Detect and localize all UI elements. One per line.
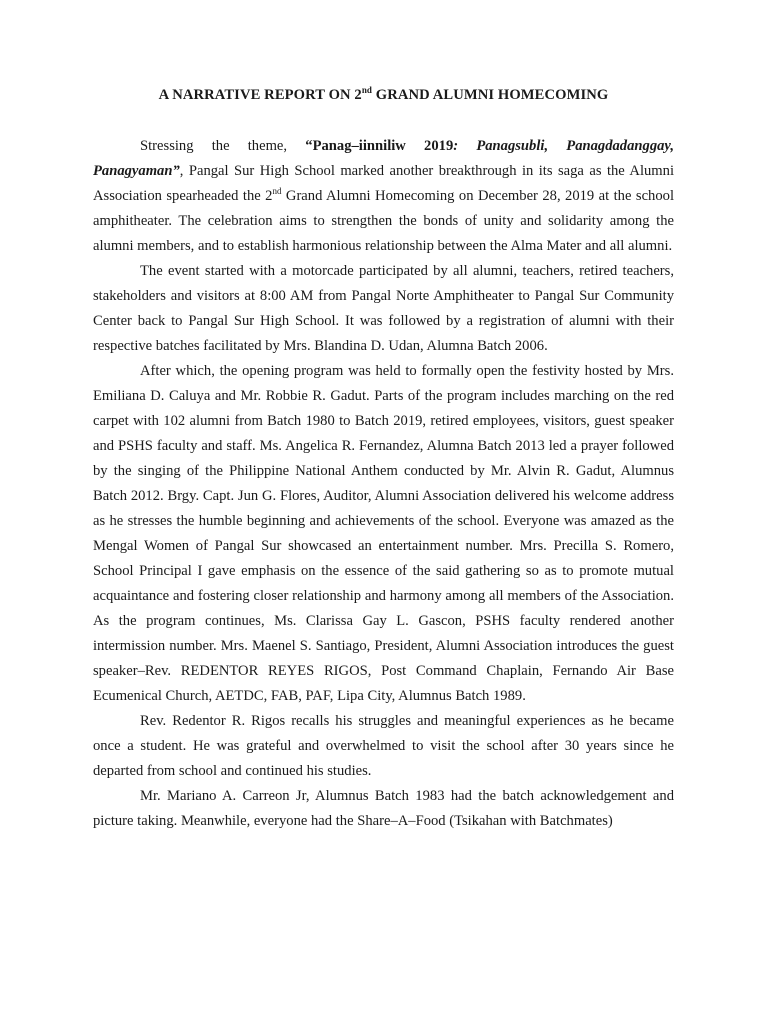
- paragraph-guest-speaker: Rev. Redentor R. Rigos recalls his struggles and meaningful experiences as he became once a student. He was grateful and overwhelmed to visit the school after 30 years since he departed from school and continued his studies.: [93, 713, 674, 779]
- document-title: A NARRATIVE REPORT ON 2nd GRAND ALUMNI HOMECOMING: [158, 85, 609, 103]
- paragraph-motorcade: The event started with a motorcade participated by all alumni, teachers, retired teachers, stakeholders and visitors at 8:00 AM from Pangal Norte Amphitheater to Pangal Sur Community Center back to Pangal Sur High School. It was followed by a registration of alumni with their respective batches facilitated by Mrs. Blandina D. Udan, Alumna Batch 2006.: [93, 263, 674, 354]
- paragraph-opening-program: After which, the opening program was held to formally open the festivity hosted by Mrs. Emiliana D. Caluya and Mr. Robbie R. Gadut. Parts of the program includes marching on the red carpet with 102 alumni from Batch 1980 to Batch 2019, retired employees, visitors, guest speaker and PSHS faculty and staff. Ms. Angelica R. Fernandez, Alumna Batch 2013 led a prayer followed by the singing of the Philippine National Anthem conducted by Mr. Alvin R. Gadut, Alumnus Batch 2012. Brgy. Capt. Jun G. Flores, Auditor, Alumni Association delivered his welcome address as he stresses the humble beginning and achievements of the school. Everyone was amazed as the Mengal Women of Pangal Sur showcased an entertainment number. Mrs. Precilla S. Romero, School Principal I gave emphasis on the essence of the said gathering so as to promote mutual acquaintance and fostering closer relationship and harmony among all members of the Association. As the program continues, Ms. Clarissa Gay L. Gascon, PSHS faculty rendered another intermission number. Mrs. Maenel S. Santiago, President, Alumni Association introduces the guest speaker–Rev. REDENTOR REYES RIGOS, Post Command Chaplain, Fernando Air Base Ecumenical Church, AETDC, FAB, PAF, Lipa City, Alumnus Batch 1989.: [93, 363, 674, 704]
- document-page: [93, 84, 674, 834]
- paragraph-batch-acknowledgement: Mr. Mariano A. Carreon Jr, Alumnus Batch 1983 had the batch acknowledgement and picture taking. Meanwhile, everyone had the Share–A–Food (Tsikahan with Batchmates): [93, 788, 674, 829]
- paragraph-theme: Stressing the theme, “Panag–iinniliw 2019: Panagsubli, Panagdadanggay, Panagyaman”, Pangal Sur High School marked another breakthrough in its saga as the Alumni Association spearheaded the 2nd Grand Alumni Homecoming on December 28, 2019 at the school amphitheater. The celebration aims to strengthen the bonds of unity and solidarity among the alumni members, and to establish harmonious relationship between the Alma Mater and all alumni.: [93, 138, 675, 254]
